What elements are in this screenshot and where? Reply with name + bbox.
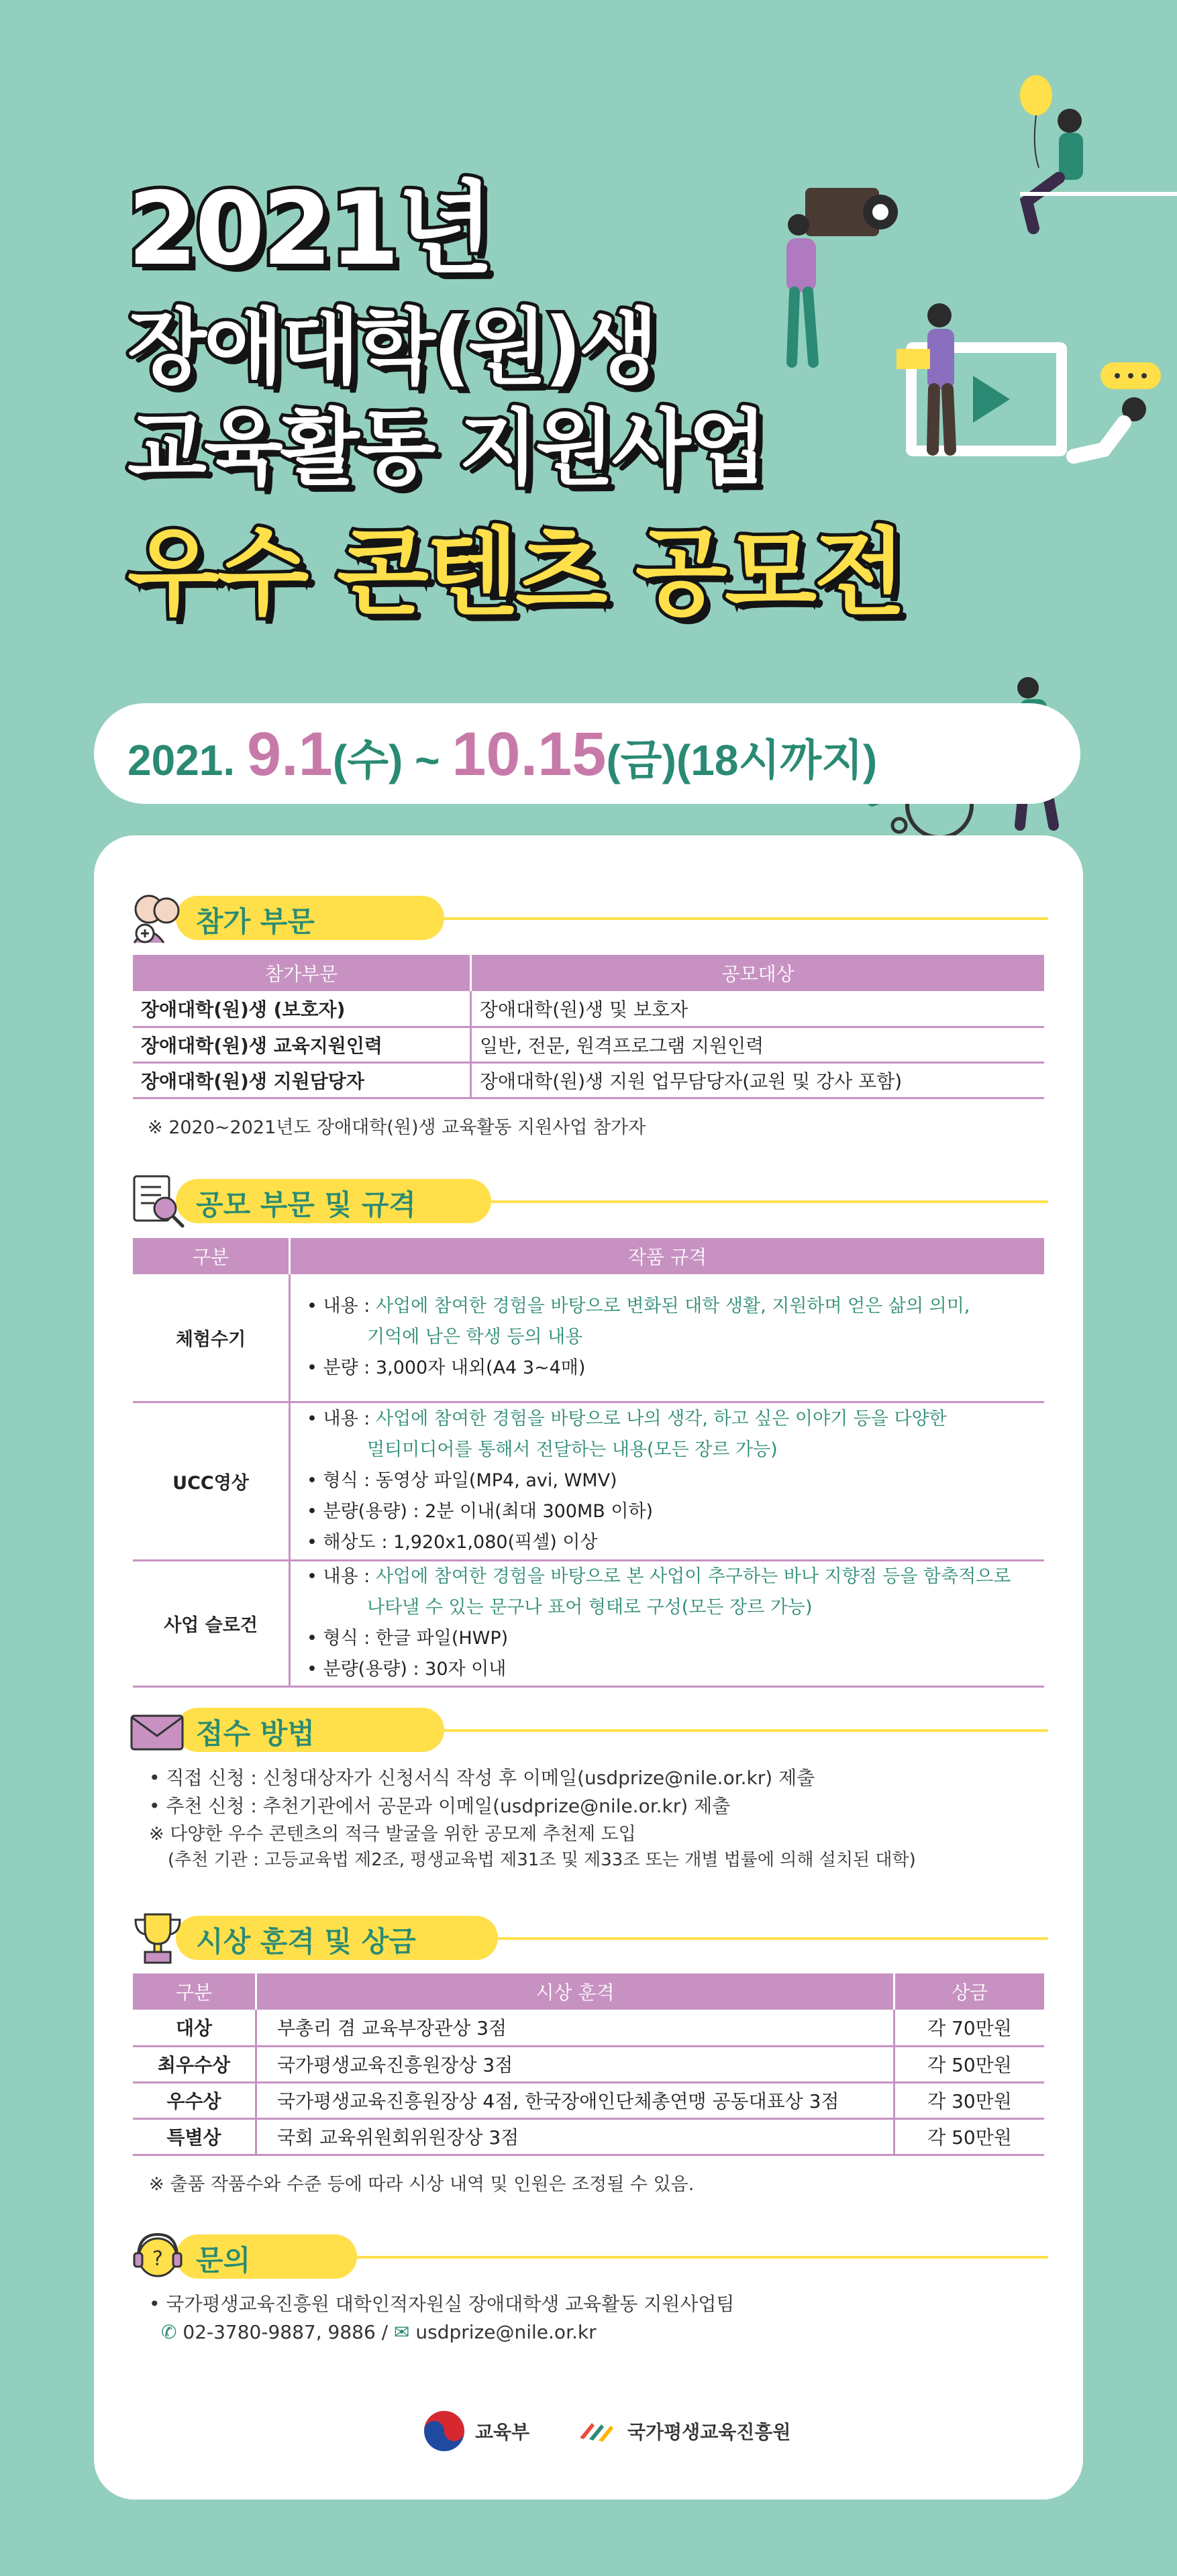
section-inquiry-title: 문의 bbox=[196, 2244, 251, 2277]
table-row: 최우수상 국가평생교육진흥원장상 3점 각 50만원 bbox=[133, 2046, 1044, 2082]
section-submission-title: 접수 방법 bbox=[196, 1717, 315, 1750]
section-categories-header bbox=[129, 1179, 1048, 1223]
participation-table bbox=[133, 955, 1044, 1099]
title-line-4: 우수 콘텐츠 공모전 bbox=[127, 518, 904, 629]
table-row: 특별상 국회 교육위원회위원장상 3점 각 50만원 bbox=[133, 2118, 1044, 2155]
submission-note: (추천 기관 : 고등교육법 제2조, 평생교육법 제31조 및 제33조 또는 개별 법률에 의해 설치된 대학) bbox=[168, 1850, 916, 1870]
table-header: 참가부문 bbox=[133, 955, 471, 991]
title-line-3: 교육활동 지원사업 bbox=[127, 401, 765, 496]
submission-item: • 직접 신청 : 신청대상자가 신청서식 작성 후 이메일(usdprize@nile.or.kr) 제출 bbox=[149, 1767, 815, 1789]
submission-item: • 추천 신청 : 추천기관에서 공문과 이메일(usdprize@nile.or.kr) 제출 bbox=[149, 1795, 731, 1817]
section-participation-header bbox=[129, 896, 1048, 940]
nile-logo-icon bbox=[577, 2418, 621, 2444]
email-icon: ✉ bbox=[394, 2321, 410, 2343]
table-header: 작품 규격 bbox=[290, 1238, 1045, 1274]
trophy-icon bbox=[129, 1909, 187, 1967]
table-header: 구분 bbox=[133, 1973, 256, 2010]
section-categories-title: 공모 부문 및 규격 bbox=[196, 1188, 416, 1221]
table-row: 우수상 국가평생교육진흥원장상 4점, 한국장애인단체총연맹 공동대표상 3점 각 30만원 bbox=[133, 2082, 1044, 2118]
inquiry-contact: ✆ 02-3780-9887, 9886 / ✉ usdprize@nile.or.kr bbox=[161, 2321, 597, 2343]
section-awards-header bbox=[129, 1916, 1048, 1960]
table-row: UCC영상 • 내용 : 사업에 참여한 경험을 바탕으로 나의 생각, 하고 싶은 이야기 등을 다양한 멀티미디어를 통해서 전달하는 내용(모든 장르 가능) • 형식 : 동영상 파일(MP4, avi, WMV) • 분량(용량) : 2분 이내(최대 300MB 이하) • 해상도 : 1,920x1,080(픽셀) 이상 bbox=[133, 1402, 1044, 1560]
svg-text:?: ? bbox=[152, 2247, 163, 2271]
section-participation-title: 참가 부문 bbox=[196, 905, 315, 938]
content-panel bbox=[94, 835, 1083, 2500]
inquiry-org: • 국가평생교육진흥원 대학인적자원실 장애대학생 교육활동 지원사업팀 bbox=[149, 2293, 735, 2315]
headset-icon bbox=[129, 2228, 187, 2285]
title-year: 2021년 bbox=[127, 171, 492, 288]
submission-note: ※ 다양한 우수 콘텐츠의 적극 발굴을 위한 공모제 추천제 도입 bbox=[149, 1824, 636, 1845]
footer-logos bbox=[423, 2406, 892, 2459]
section-submission-header bbox=[129, 1708, 1048, 1752]
document-search-icon bbox=[129, 1172, 187, 1230]
table-row: 장애대학(원)생 (보호자) 장애대학(원)생 및 보호자 bbox=[133, 991, 1044, 1027]
envelope-icon bbox=[129, 1701, 187, 1759]
logo-moe: 교육부 bbox=[475, 2421, 530, 2443]
people-icon bbox=[129, 889, 187, 947]
date-range: 2021. 9.1(수) ~ 10.15(금)(18시까지) bbox=[127, 720, 878, 788]
table-row: 대상 부총리 겸 교육부장관상 3점 각 70만원 bbox=[133, 2010, 1044, 2046]
table-header: 시상 훈격 bbox=[256, 1973, 894, 2010]
section-inquiry-header bbox=[129, 2234, 1048, 2279]
logo-nile: 국가평생교육진흥원 bbox=[627, 2421, 791, 2443]
table-header: 상금 bbox=[894, 1973, 1045, 2010]
categories-table bbox=[133, 1238, 1044, 1688]
title-line-2: 장애대학(원)생 bbox=[127, 300, 656, 395]
phone-icon: ✆ bbox=[161, 2321, 177, 2343]
table-row: 사업 슬로건 • 내용 : 사업에 참여한 경험을 바탕으로 본 사업이 추구하는 바나 지향점 등을 함축적으로 나타낼 수 있는 문구나 표어 형태로 구성(모든 장르 가능) • 형식 : 한글 파일(HWP) • 분량(용량) : 30자 이내 bbox=[133, 1560, 1044, 1686]
awards-table bbox=[133, 1973, 1044, 2156]
table-row: 체험수기 • 내용 : 사업에 참여한 경험을 바탕으로 변화된 대학 생활, 지원하며 얻은 삶의 의미, 기억에 남은 학생 등의 내용 • 분량 : 3,000자 내외(A4 3~4매) bbox=[133, 1274, 1044, 1402]
awards-note: ※ 출품 작품수와 수준 등에 따라 시상 내역 및 인원은 조정될 수 있음. bbox=[149, 2174, 695, 2195]
table-header: 구분 bbox=[133, 1238, 290, 1274]
table-row: 장애대학(원)생 지원담당자 장애대학(원)생 지원 업무담당자(교원 및 강사 포함) bbox=[133, 1062, 1044, 1098]
participation-note: ※ 2020~2021년도 장애대학(원)생 교육활동 지원사업 참가자 bbox=[148, 1117, 646, 1138]
section-awards-title: 시상 훈격 및 상금 bbox=[196, 1925, 416, 1958]
table-row: 장애대학(원)생 교육지원인력 일반, 전문, 원격프로그램 지원인력 bbox=[133, 1027, 1044, 1062]
korea-taegeuk-icon bbox=[423, 2410, 466, 2453]
table-header: 공모대상 bbox=[471, 955, 1045, 991]
